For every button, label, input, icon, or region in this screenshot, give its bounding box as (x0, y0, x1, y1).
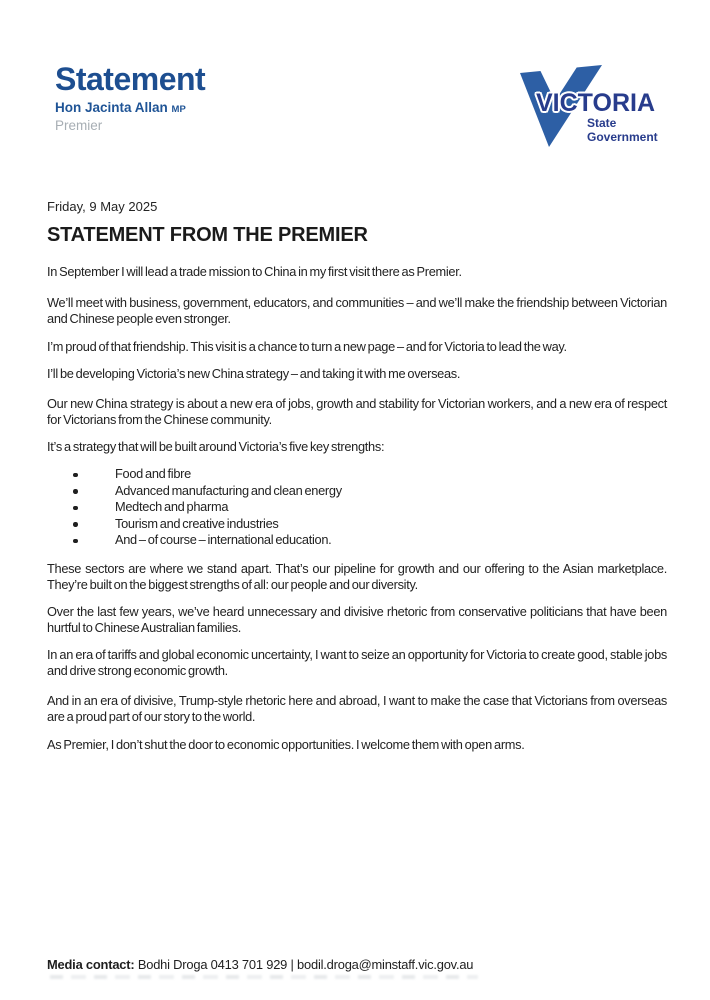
statement-body (47, 264, 667, 764)
paragraph: Our new China strategy is about a new era of jobs, growth and stability for Victorian workers, and a new era of respect for Victorians from the Chinese community. (47, 395, 667, 427)
victoria-wordmark: VICTORIA (536, 89, 655, 117)
masthead-title: Statement (55, 61, 206, 97)
page-title: STATEMENT FROM THE PREMIER (47, 224, 368, 246)
government-label: Government (587, 129, 658, 144)
author-name-text: Hon Jacinta Allan (55, 100, 168, 115)
author-name (55, 100, 205, 117)
paragraph: And in an era of divisive, Trump-style rhetoric here and abroad, I want to make the case that Victorians from overseas are a proud part of our story to the world. (47, 692, 667, 724)
author-suffix: MP (171, 104, 186, 115)
author-role: Premier (55, 118, 103, 133)
paragraph: I’m proud of that friendship. This visit is a chance to turn a new page – and for Victoria to lead the way. (47, 338, 567, 354)
paragraph: These sectors are where we stand apart. That’s our pipeline for growth and our offering to the Asian marketplace. They’re built on the biggest strengths of all: our people and our diversity. (47, 560, 667, 592)
paragraph: Over the last few years, we’ve heard unnecessary and divisive rhetoric from conservative politicians that have been hurtful to Chinese Australian families. (47, 603, 667, 635)
media-contact-details: Bodhi Droga 0413 701 929 | bodil.droga@minstaff.vic.gov.au (134, 957, 474, 972)
paragraph: As Premier, I don’t shut the door to economic opportunities. I welcome them with open arms. (47, 736, 525, 752)
list-item: Medtech and pharma (47, 499, 667, 516)
document-date: Friday, 9 May 2025 (47, 199, 158, 214)
masthead (55, 62, 205, 133)
paragraph: I’ll be developing Victoria’s new China strategy – and taking it with me overseas. (47, 366, 461, 381)
state-label: State (587, 116, 617, 130)
victoria-logo (513, 58, 668, 152)
state-government-label (587, 117, 658, 144)
list-item: And – of course – international education. (47, 532, 667, 549)
media-contact (47, 957, 473, 972)
list-item: Advanced manufacturing and clean energy (47, 483, 667, 500)
paragraph: In an era of tariffs and global economic uncertainty, I want to seize an opportunity for Victoria to create good, stable jobs and drive strong economic growth. (47, 646, 667, 678)
paragraph: In September I will lead a trade mission to China in my first visit there as Premier. (47, 264, 462, 279)
list-item: Tourism and creative industries (47, 516, 667, 533)
paragraph: It’s a strategy that will be built around Victoria’s five key strengths: (47, 438, 385, 454)
key-strengths-list (47, 466, 667, 549)
scan-artifact (50, 975, 478, 979)
paragraph: We’ll meet with business, government, educators, and communities – and we’ll make the friendship between Victorian and Chinese people even stronger. (47, 294, 667, 326)
media-contact-label: Media contact: (47, 957, 135, 972)
list-item: Food and fibre (47, 466, 667, 483)
